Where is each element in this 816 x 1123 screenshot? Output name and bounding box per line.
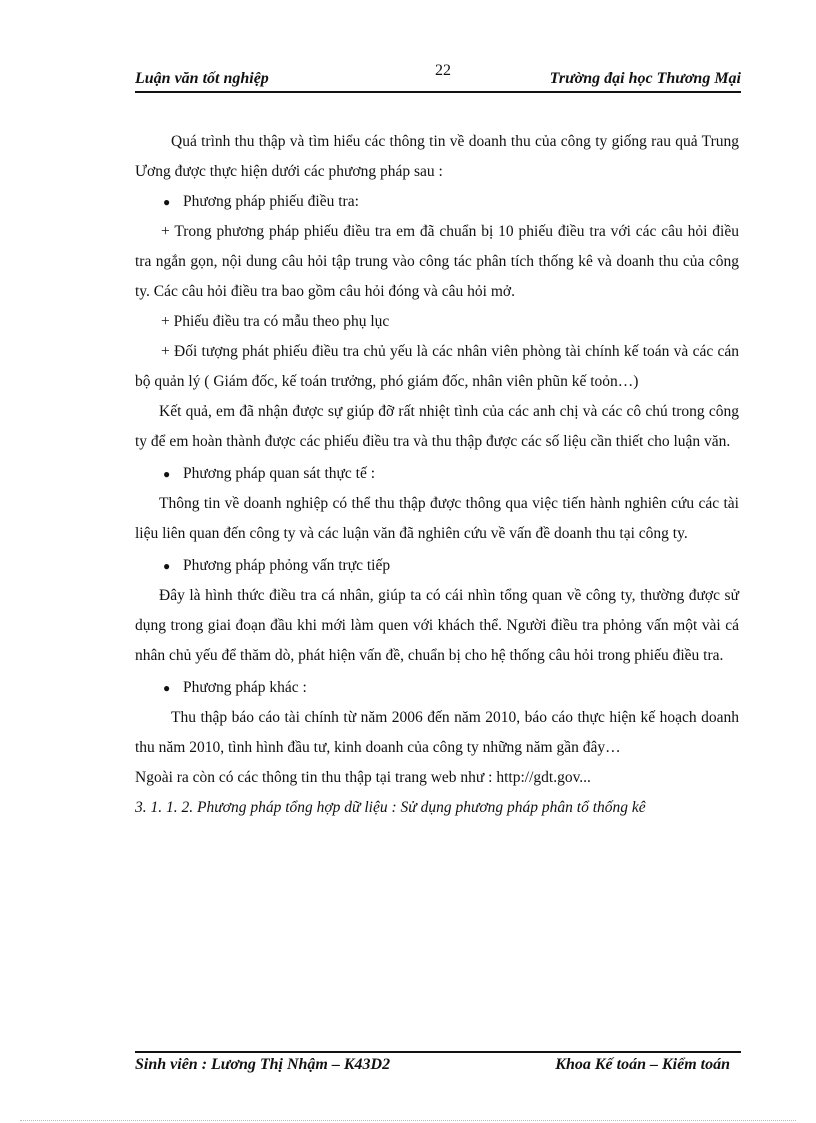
bullet-icon: ● (163, 559, 171, 573)
survey-paragraph: + Trong phương pháp phiếu điều tra em đã chuẩn bị 10 phiếu điều tra với các câu hỏi điều tra ngắn gọn, nội dung câu hỏi tập trung vào công tác phân tích thống kê và doanh thu của công ty. Các câu hỏi điều tra bao gồm câu hỏi đóng và câu hỏi mở. (135, 223, 739, 300)
header-university: Trường đại học Thương Mại (549, 70, 741, 87)
page-edge-divider (20, 1120, 796, 1121)
page-body (135, 127, 739, 823)
bullet-interview-method (135, 551, 739, 581)
footer-divider (135, 1051, 741, 1053)
intro-paragraph: Quá trình thu thập và tìm hiểu các thông tin về doanh thu của công ty giống rau quả Trung Ương được thực hiện dưới các phương pháp sau : (135, 133, 739, 180)
bullet-observation-method (135, 459, 739, 489)
interview-paragraph: Đây là hình thức điều tra cá nhân, giúp ta có cái nhìn tổng quan về công ty, thường được sử dụng trong giai đoạn đầu khi mới làm quen với khách thể. Người điều tra phỏng vấn một vài cá nhân chủ yếu để thăm dò, phát hiện vấn đề, chuẩn bị cho hệ thống câu hỏi trong phiếu điều tra. (135, 587, 739, 664)
bullet-other-method (135, 673, 739, 703)
website-paragraph: Ngoài ra còn có các thông tin thu thập tại trang web như : http://gdt.gov... (135, 769, 591, 786)
other-method-paragraph: Thu thập báo cáo tài chính từ năm 2006 đến năm 2010, báo cáo thực hiện kế hoạch doanh thu năm 2010, tình hình đầu tư, kinh doanh của công ty những năm gần đây… (135, 709, 739, 756)
header-divider (135, 91, 741, 93)
bullet-label: Phương pháp quan sát thực tế : (183, 465, 376, 482)
survey-result-paragraph: Kết quả, em đã nhận được sự giúp đỡ rất nhiệt tình của các anh chị và các cô chú trong công ty để em hoàn thành được các phiếu điều tra và thu thập được các số liệu cần thiết cho luận văn. (135, 403, 739, 450)
footer-student: Sinh viên : Lương Thị Nhậm – K43D2 (135, 1056, 391, 1073)
header-thesis-title: Luận văn tốt nghiệp (135, 70, 269, 87)
bullet-icon: ● (163, 195, 171, 209)
bullet-label: Phương pháp phỏng vấn trực tiếp (183, 557, 391, 574)
bullet-icon: ● (163, 467, 171, 481)
bullet-label: Phương pháp khác : (183, 679, 307, 696)
page-number: 22 (435, 62, 451, 79)
section-heading: 3. 1. 1. 2. Phương pháp tổng hợp dữ liệu : Sử dụng phương pháp phân tổ thống kê (135, 799, 646, 816)
page-header (135, 62, 741, 92)
bullet-survey-method (135, 187, 739, 217)
observation-paragraph: Thông tin về doanh nghiệp có thể thu thập được thông qua việc tiến hành nghiên cứu các tài liệu liên quan đến công ty và các luận văn đã nghiên cứu về vấn đề doanh thu tại công ty. (135, 495, 739, 542)
survey-target-paragraph: + Đối tượng phát phiếu điều tra chủ yếu là các nhân viên phòng tài chính kế toán và các cán bộ quản lý ( Giám đốc, kế toán trưởng, phó giám đốc, nhân viên phũn kế toỏn…) (135, 343, 739, 390)
bullet-label: Phương pháp phiếu điều tra: (183, 193, 359, 210)
footer-faculty: Khoa Kế toán – Kiểm toán (555, 1056, 730, 1073)
survey-template-paragraph: + Phiếu điều tra có mẫu theo phụ lục (161, 313, 390, 330)
bullet-icon: ● (163, 681, 171, 695)
